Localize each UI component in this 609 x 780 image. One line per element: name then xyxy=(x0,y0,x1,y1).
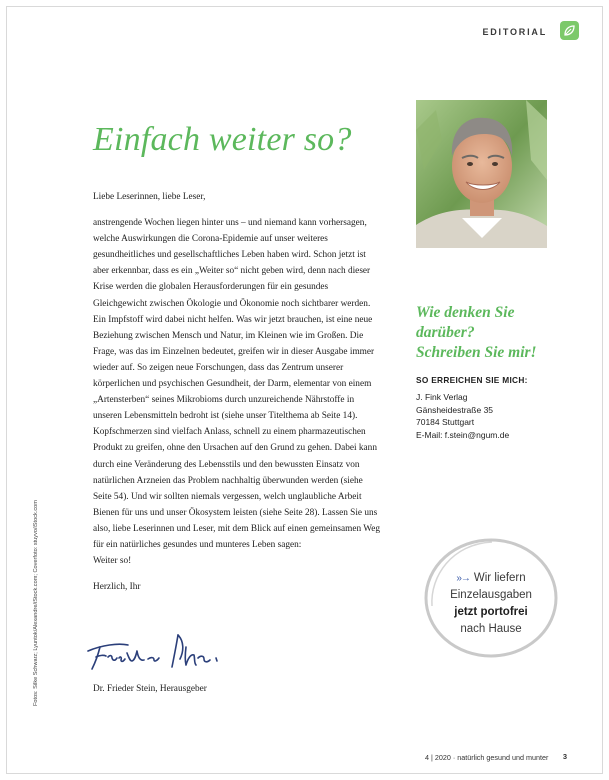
question-line: darüber? xyxy=(416,324,475,341)
contact-line: J. Fink Verlag xyxy=(416,392,468,402)
letter-closing: Herzlich, Ihr xyxy=(93,582,141,593)
editorial-letter xyxy=(93,189,383,595)
contact-email[interactable]: E-Mail: f.stein@ngum.de xyxy=(416,429,510,440)
contact-address xyxy=(416,391,509,441)
page-number: 3 xyxy=(562,752,567,761)
photo-credit: Fotos: Silke Schwarz; Lyuntok/Alexandre/iStock.com; Coverfoto: stuyvo/iStock.com xyxy=(33,500,39,706)
contact-line: Gänsheidestraße 35 xyxy=(416,404,494,415)
author-photo xyxy=(416,100,547,248)
sidebar-question xyxy=(416,303,586,363)
headline: Einfach weiter so? xyxy=(93,121,352,158)
letter-ending: Weiter so! xyxy=(93,556,132,567)
promo-line: nach Hause xyxy=(460,623,522,635)
promo-line-highlight: jetzt portofrei xyxy=(454,606,528,618)
promo-line: Einzelausgaben xyxy=(450,589,532,601)
section-label: EDITORIAL xyxy=(482,27,547,37)
delivery-promo[interactable] xyxy=(422,536,560,660)
letter-body: anstrengende Wochen liegen hinter uns – und niemand kann vorhersagen, welche Auswirkungen die Corona-Epidemie auf unser weiteres gesundheitliches und gesellschaftliches Leben haben wird. Schon jetzt ist aber erkennbar, dass es ein „Weiter so“ nicht geben wird, denn nach dieser Krise werden die globalen Herausforderungen für ein gesundes Gleichgewicht zwischen Ökologie und Ökonomie noch sichtbarer werden. Ein Impfstoff wird dabei nicht helfen. Was wir jetzt brauchen, ist eine neue Beziehung zwischen Mensch und Natur, im Kleinen wie im Großen. Die Frage, was das im Einzelnen bedeutet, greifen wir in dieser Ausgabe immer wieder auf. So zeigen neue Forschungen, dass das Zentrum unserer körperlichen und psychischen Gesundheit, der Darm, elementar von einem „Artensterben“ seines Mikrobioms durch unzureichende Nährstoffe in unseren Lebensmitteln bedroht ist (siehe unser Titelthema ab Seite 14). Kopfschmerzen sind vielfach Anlass, schnell zu einem pharmazeutischen Produkt zu greifen, ohne den Ursachen auf den Grund zu gehen. Dabei kann durch eine Veränderung des Lebensstils und den bewussten Einsatz von natürlichen Arzneien das Problem nachhaltig überwunden werden (siehe Seite 54). Und wir sollten niemals vergessen, welch unglaubliche Arbeit Bienen für uns und unser Ökosystem leisten (siehe Seite 28). Lassen Sie uns also, liebe Leserinnen und Leser, mit dem Blick auf einen gemeinsamen Weg für ein natürliches gesundes und munteres Leben sagen: xyxy=(93,218,381,550)
contact-line: 70184 Stuttgart xyxy=(416,417,475,428)
footer-issue: 4 | 2020 · natürlich gesund und munter xyxy=(425,753,549,762)
contact-heading: SO ERREICHEN SIE MICH: xyxy=(416,375,528,385)
question-line: Schreiben Sie mir! xyxy=(416,344,537,361)
letter-greeting: Liebe Leserinnen, liebe Leser, xyxy=(93,192,206,202)
promo-line: Wir liefern xyxy=(473,572,526,584)
signature-image xyxy=(82,625,242,675)
double-arrow-icon: »→ xyxy=(456,573,470,584)
letter-signer: Dr. Frieder Stein, Herausgeber xyxy=(93,684,207,694)
question-line: Wie denken Sie xyxy=(416,304,515,321)
leaf-icon xyxy=(560,21,579,40)
